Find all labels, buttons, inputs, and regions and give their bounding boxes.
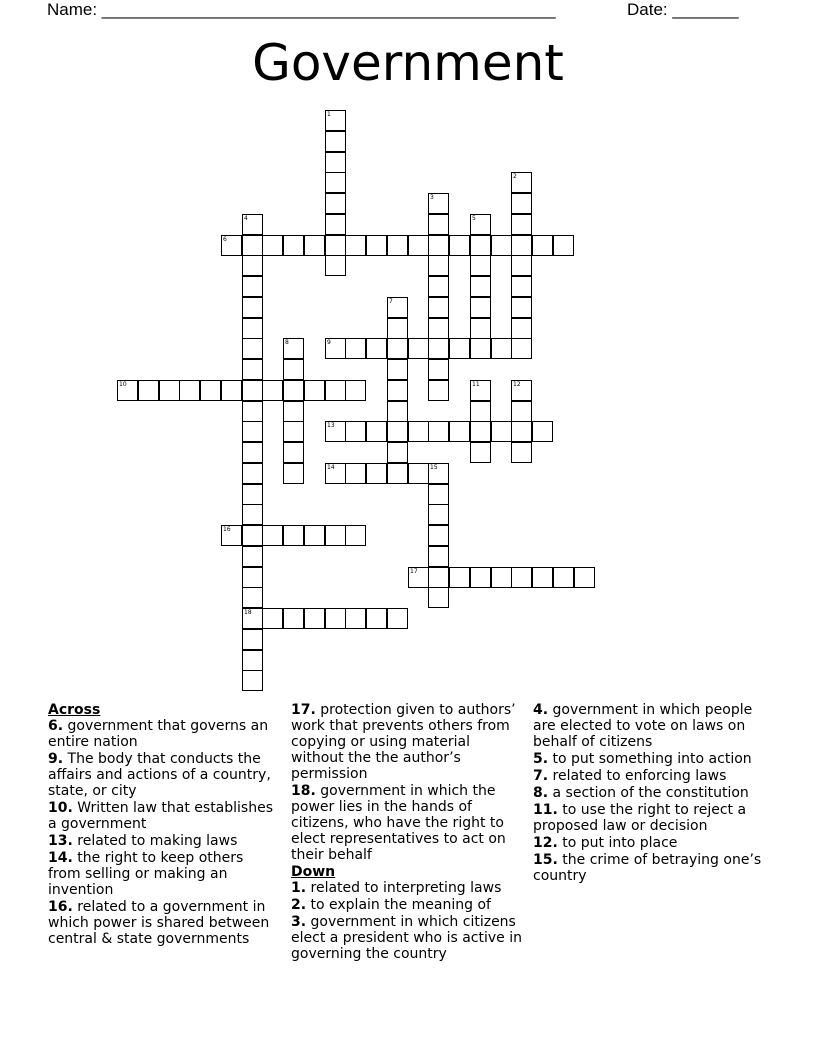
date-field[interactable]: Date: _______ [627, 0, 739, 19]
down-clue: 4. government in which people are elected to vote on laws on behalf of citizens [533, 702, 753, 750]
clue-number: 17 [410, 568, 418, 575]
crossword-cell[interactable] [242, 318, 263, 339]
crossword-cell[interactable] [242, 338, 263, 359]
crossword-cell[interactable] [325, 152, 346, 173]
crossword-cell[interactable] [428, 587, 449, 608]
crossword-cell[interactable] [387, 608, 408, 629]
crossword-cell[interactable] [470, 318, 491, 339]
crossword-cell[interactable] [511, 401, 532, 422]
crossword-cell[interactable] [325, 172, 346, 193]
crossword-cell[interactable] [325, 131, 346, 152]
crossword-cell[interactable] [428, 359, 449, 380]
crossword-cell[interactable] [242, 255, 263, 276]
crossword-cell[interactable] [325, 193, 346, 214]
crossword-cell[interactable] [242, 608, 263, 629]
crossword-cell[interactable] [242, 525, 263, 546]
down-clue: 7. related to enforcing laws [533, 768, 727, 784]
crossword-cell[interactable] [242, 670, 263, 691]
crossword-cell[interactable] [325, 421, 346, 442]
crossword-cell[interactable] [117, 380, 138, 401]
crossword-cell[interactable] [428, 546, 449, 567]
crossword-cell[interactable] [511, 567, 532, 588]
crossword-cell[interactable] [325, 214, 346, 235]
crossword-cell[interactable] [511, 214, 532, 235]
crossword-cell[interactable] [325, 110, 346, 131]
crossword-cell[interactable] [325, 463, 346, 484]
crossword-cell[interactable] [511, 235, 532, 256]
down-clue: 12. to put into place [533, 835, 678, 851]
crossword-cell[interactable] [428, 567, 449, 588]
crossword-cell[interactable] [387, 297, 408, 318]
crossword-cell[interactable] [345, 525, 366, 546]
crossword-cell[interactable] [491, 338, 512, 359]
crossword-cell[interactable] [242, 546, 263, 567]
clue-number: 1 [327, 111, 331, 118]
crossword-cell[interactable] [325, 525, 346, 546]
crossword-cell[interactable] [283, 235, 304, 256]
crossword-cell[interactable] [345, 608, 366, 629]
clues-column-1 [48, 702, 280, 948]
crossword-cell[interactable] [387, 421, 408, 442]
across-clue: 14. the right to keep others from selling or making an invention [48, 850, 244, 898]
crossword-cell[interactable] [428, 255, 449, 276]
across-clue: 16. related to a government in which power is shared between central & state governments [48, 899, 270, 947]
crossword-cell[interactable] [366, 421, 387, 442]
crossword-cell[interactable] [408, 235, 429, 256]
crossword-cell[interactable] [470, 567, 491, 588]
crossword-cell[interactable] [345, 235, 366, 256]
down-clue: 8. a section of the constitution [533, 785, 749, 801]
crossword-cell[interactable] [449, 235, 470, 256]
clue-number: 12 [513, 381, 521, 388]
crossword-cell[interactable] [179, 380, 200, 401]
crossword-cell[interactable] [553, 235, 574, 256]
crossword-cell[interactable] [221, 380, 242, 401]
across-clue: 6. government that governs an entire nation [48, 718, 269, 750]
crossword-cell[interactable] [283, 338, 304, 359]
crossword-cell[interactable] [470, 297, 491, 318]
clue-number: 10 [119, 381, 127, 388]
crossword-cell[interactable] [304, 608, 325, 629]
crossword-cell[interactable] [511, 255, 532, 276]
crossword-cell[interactable] [470, 401, 491, 422]
crossword-cell[interactable] [283, 421, 304, 442]
crossword-cell[interactable] [470, 214, 491, 235]
crossword-cell[interactable] [242, 401, 263, 422]
crossword-cell[interactable] [511, 318, 532, 339]
clue-number: 13 [327, 422, 335, 429]
crossword-cell[interactable] [449, 567, 470, 588]
crossword-cell[interactable] [283, 463, 304, 484]
crossword-cell[interactable] [242, 442, 263, 463]
crossword-cell[interactable] [470, 276, 491, 297]
crossword-cell[interactable] [242, 276, 263, 297]
crossword-cell[interactable] [283, 401, 304, 422]
crossword-cell[interactable] [221, 235, 242, 256]
across-clue: 18. government in which the power lies in the hands of citizens, who have the right to elect representatives to act on their behalf [291, 783, 506, 863]
crossword-cell[interactable] [511, 421, 532, 442]
crossword-cell[interactable] [532, 421, 553, 442]
clue-number: 15 [430, 464, 438, 471]
crossword-cell[interactable] [428, 235, 449, 256]
crossword-cell[interactable] [262, 235, 283, 256]
crossword-cell[interactable] [283, 359, 304, 380]
crossword-cell[interactable] [408, 421, 429, 442]
crossword-cell[interactable] [491, 235, 512, 256]
crossword-cell[interactable] [242, 587, 263, 608]
across-clue: 9. The body that conducts the affairs and actions of a country, state, or city [48, 751, 271, 799]
crossword-cell[interactable] [325, 380, 346, 401]
crossword-cell[interactable] [470, 421, 491, 442]
crossword-cell[interactable] [283, 525, 304, 546]
crossword-cell[interactable] [449, 338, 470, 359]
crossword-cell[interactable] [304, 235, 325, 256]
crossword-cell[interactable] [408, 567, 429, 588]
crossword-cell[interactable] [304, 380, 325, 401]
crossword-cell[interactable] [387, 463, 408, 484]
crossword-cell[interactable] [159, 380, 180, 401]
crossword-cell[interactable] [366, 463, 387, 484]
crossword-cell[interactable] [449, 421, 470, 442]
crossword-cell[interactable] [428, 214, 449, 235]
down-clue: 5. to put something into action [533, 751, 752, 767]
clue-number: 16 [223, 526, 231, 533]
crossword-cell[interactable] [387, 338, 408, 359]
crossword-cell[interactable] [511, 442, 532, 463]
across-clue: 17. protection given to authors’ work that prevents others from copying or using material without the the author’s permission [291, 702, 516, 782]
name-field[interactable]: Name: ________________________________________________ [47, 0, 556, 19]
crossword-cell[interactable] [262, 380, 283, 401]
crossword-cell[interactable] [511, 297, 532, 318]
crossword-cell[interactable] [511, 338, 532, 359]
clue-number: 11 [472, 381, 480, 388]
crossword-cell[interactable] [491, 421, 512, 442]
crossword-cell[interactable] [200, 380, 221, 401]
clue-number: 9 [327, 339, 331, 346]
crossword-cell[interactable] [262, 525, 283, 546]
crossword-cell[interactable] [242, 484, 263, 505]
crossword-cell[interactable] [574, 567, 595, 588]
crossword-cell[interactable] [366, 235, 387, 256]
crossword-cell[interactable] [470, 255, 491, 276]
crossword-cell[interactable] [242, 463, 263, 484]
crossword-cell[interactable] [325, 338, 346, 359]
down-clue: 2. to explain the meaning of [291, 897, 491, 913]
crossword-cell[interactable] [221, 525, 242, 546]
down-heading: Down [291, 864, 336, 880]
crossword-cell[interactable] [138, 380, 159, 401]
crossword-cell[interactable] [242, 359, 263, 380]
crossword-cell[interactable] [428, 484, 449, 505]
clue-number: 2 [513, 173, 517, 180]
crossword-cell[interactable] [325, 235, 346, 256]
crossword-cell[interactable] [242, 214, 263, 235]
clue-number: 3 [430, 194, 434, 201]
crossword-cell[interactable] [242, 567, 263, 588]
clues-column-3 [533, 702, 765, 885]
crossword-cell[interactable] [262, 608, 283, 629]
crossword-cell[interactable] [387, 401, 408, 422]
down-clue: 1. related to interpreting laws [291, 880, 502, 896]
down-clue: 15. the crime of betraying one’s country [533, 852, 762, 884]
crossword-cell[interactable] [470, 235, 491, 256]
crossword-cell[interactable] [387, 235, 408, 256]
crossword-cell[interactable] [387, 442, 408, 463]
clue-number: 14 [327, 464, 335, 471]
crossword-cell[interactable] [408, 338, 429, 359]
crossword-cell[interactable] [428, 421, 449, 442]
clue-number: 4 [244, 215, 248, 222]
crossword-cell[interactable] [345, 380, 366, 401]
crossword-cell[interactable] [242, 297, 263, 318]
crossword-cell[interactable] [304, 525, 325, 546]
crossword-cell[interactable] [428, 193, 449, 214]
crossword-cell[interactable] [242, 421, 263, 442]
crossword-cell[interactable] [283, 380, 304, 401]
clue-number: 7 [389, 298, 393, 305]
crossword-cell[interactable] [345, 421, 366, 442]
crossword-cell[interactable] [511, 276, 532, 297]
crossword-cell[interactable] [428, 463, 449, 484]
across-heading: Across [48, 702, 101, 718]
crossword-cell[interactable] [470, 380, 491, 401]
crossword-cell[interactable] [366, 338, 387, 359]
crossword-cell[interactable] [511, 380, 532, 401]
crossword-cell[interactable] [428, 525, 449, 546]
crossword-cell[interactable] [511, 193, 532, 214]
crossword-cell[interactable] [553, 567, 574, 588]
crossword-cell[interactable] [366, 608, 387, 629]
crossword-cell[interactable] [387, 318, 408, 339]
crossword-cell[interactable] [470, 442, 491, 463]
crossword-cell[interactable] [345, 338, 366, 359]
crossword-cell[interactable] [242, 380, 263, 401]
crossword-cell[interactable] [428, 297, 449, 318]
crossword-cell[interactable] [242, 629, 263, 650]
across-clue: 13. related to making laws [48, 833, 238, 849]
clue-number: 5 [472, 215, 476, 222]
crossword-cell[interactable] [511, 172, 532, 193]
crossword-cell[interactable] [491, 567, 512, 588]
clue-number: 8 [285, 339, 289, 346]
crossword-cell[interactable] [387, 359, 408, 380]
across-clue: 10. Written law that establishes a government [48, 800, 274, 832]
crossword-cell[interactable] [242, 504, 263, 525]
crossword-cell[interactable] [325, 608, 346, 629]
down-clue: 11. to use the right to reject a proposed law or decision [533, 802, 747, 834]
crossword-cell[interactable] [242, 235, 263, 256]
crossword-cell[interactable] [387, 380, 408, 401]
page-title: Government [252, 34, 564, 92]
clue-number: 18 [244, 609, 252, 616]
down-clue: 3. government in which citizens elect a president who is active in governing the country [291, 914, 522, 962]
crossword-cell[interactable] [242, 650, 263, 671]
clues-column-2 [291, 702, 523, 963]
crossword-cell[interactable] [532, 567, 553, 588]
crossword-cell[interactable] [428, 318, 449, 339]
crossword-cell[interactable] [532, 235, 553, 256]
crossword-cell[interactable] [428, 380, 449, 401]
crossword-cell[interactable] [283, 608, 304, 629]
crossword-cell[interactable] [428, 504, 449, 525]
crossword-cell[interactable] [283, 442, 304, 463]
crossword-cell[interactable] [428, 276, 449, 297]
crossword-cell[interactable] [345, 463, 366, 484]
crossword-cell[interactable] [408, 463, 429, 484]
clue-number: 6 [223, 236, 227, 243]
crossword-cell[interactable] [428, 338, 449, 359]
crossword-cell[interactable] [325, 255, 346, 276]
crossword-cell[interactable] [470, 338, 491, 359]
